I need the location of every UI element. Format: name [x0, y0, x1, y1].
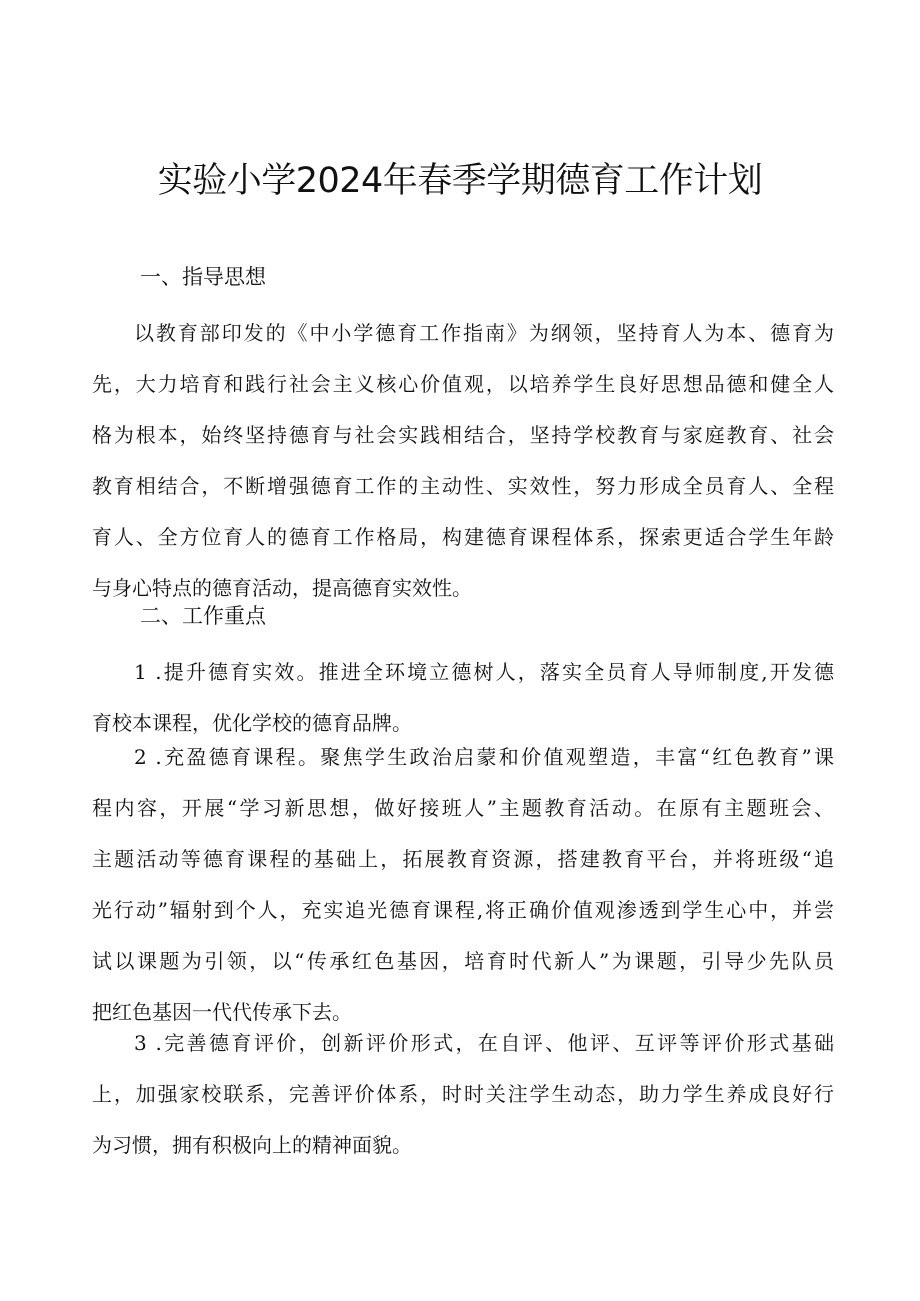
- text-line: 以教育部印发的《中小学德育工作指南》为纲领，坚持育人为本、德育为: [134, 321, 834, 345]
- text-line: 育人、全方位育人的德育工作格局，构建德育课程体系，探索更适合学生年龄: [92, 525, 834, 549]
- text-line: 光行动”辐射到个人，充实追光德育课程,将正确价值观渗透到学生心中，并尝: [92, 898, 834, 922]
- paragraph-item-2: [92, 732, 834, 1038]
- paragraph-guiding-ideology: [92, 308, 834, 614]
- text-line: 育校本课程，优化学校的德育品牌。: [92, 711, 412, 735]
- text-line: 与身心特点的德育活动，提高德育实效性。: [92, 576, 472, 600]
- paragraph-item-3: [92, 1018, 834, 1171]
- text-line: 把红色基因一代代传承下去。: [92, 1000, 352, 1024]
- text-line: 主题活动等德育课程的基础上，拓展教育资源，搭建教育平台，并将班级“追: [92, 847, 834, 871]
- text-line: 为习惯，拥有积极向上的精神面貌。: [92, 1133, 412, 1157]
- text-line: 先，大力培育和践行社会主义核心价值观，以培养学生良好思想品德和健全人: [92, 372, 834, 396]
- text-line: 程内容，开展“学习新思想，做好接班人”主题教育活动。在原有主题班会、: [92, 796, 834, 820]
- text-line: 上，加强家校联系，完善评价体系，时时关注学生动态，助力学生养成良好行: [92, 1082, 834, 1106]
- text-line: 格为根本，始终坚持德育与社会实践相结合，坚持学校教育与家庭教育、社会: [92, 423, 834, 447]
- text-line: 试以课题为引领，以“传承红色基因，培育时代新人”为课题，引导少先队员: [92, 949, 834, 973]
- document-title: 实验小学2024年春季学期德育工作计划: [157, 161, 763, 201]
- section-heading-guiding-ideology: 一、指导思想: [140, 265, 266, 289]
- text-line: 1 .提升德育实效。推进全环境立德树人，落实全员育人导师制度,开发德: [134, 660, 834, 684]
- section-heading-work-focus: 二、工作重点: [140, 604, 266, 628]
- text-line: 2 .充盈德育课程。聚焦学生政治启蒙和价值观塑造，丰富“红色教育”课: [134, 745, 834, 769]
- text-line: 教育相结合，不断增强德育工作的主动性、实效性，努力形成全员育人、全程: [92, 474, 834, 498]
- text-line: 3 .完善德育评价，创新评价形式，在自评、他评、互评等评价形式基础: [134, 1031, 834, 1055]
